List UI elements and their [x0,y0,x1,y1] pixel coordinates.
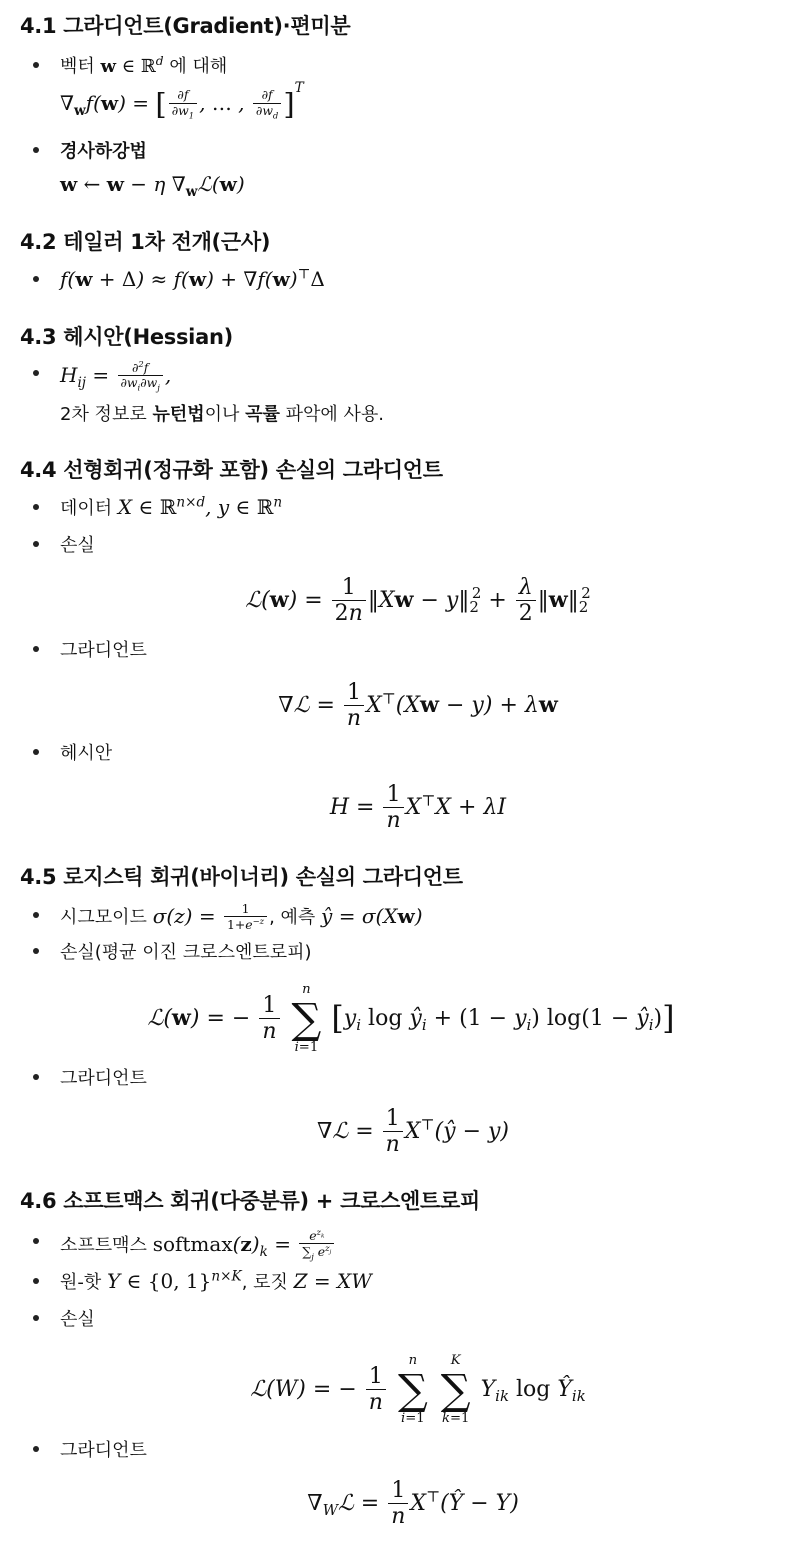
list-item-data: 데이터 X ∈ ℝ$^{n\times d}$, y ∈ ℝ$^n$ [60,494,283,519]
list-item-gradient-descent [60,137,147,163]
item-text: 헤시안 [60,743,113,764]
note-text: 이나 [204,404,246,425]
list-item-taylor: f(w + Δ) ≈ f(w) + ∇f(w)⊤Δ [60,266,325,291]
math-softmax-gradient: $\nabla_Wℒ$ = $\frac{1}{n}$ X⊤(Ŷ − Y) [307,1478,519,1530]
item-text: 벡터 [60,56,95,77]
section-title-4-6: 4.6 소프트맥스 회귀(다중분류) + 크로스엔트로피 [20,1189,480,1213]
list-item-gradient [60,1436,147,1462]
math-linreg-hessian: H = $\frac{1}{n}$ X⊤X + λI [329,782,507,834]
list-item-hessian-def: $H_{ij}$ = $\frac{\partial^2f}{\partial w_i\partial w_j}$ , [60,359,172,393]
note-bold-newton: 뉴턴법 [152,404,205,425]
item-text: 그라디언트 [60,1068,147,1089]
section-title-4-3: 4.3 헤시안(Hessian) [20,325,233,349]
item-text: , 예측 [269,906,316,928]
item-text: , 로짓 [241,1272,288,1293]
list-item-vector [60,52,227,78]
math-logreg-gradient: ∇ℒ = $\frac{1}{n}$ X⊤(ŷ − y) [316,1106,510,1158]
item-text: 데이터 [60,498,113,519]
math-linreg-loss: ℒ(w) = $\frac{1}{2n}$ ‖Xw − $y‖_2^2$ + $\frac{\lambda}{2}$ $‖w‖_2^2$ [245,575,591,627]
hessian-note [60,400,384,426]
section-title-4-4: 4.4 선형회귀(정규화 포함) 손실의 그라디언트 [20,458,443,482]
note-text: 2차 정보로 [60,404,153,425]
item-text: 손실 [60,535,95,556]
math-linreg-gradient: ∇ℒ = $\frac{1}{n}$ X⊤(Xw − y) + λw [278,680,558,732]
item-text: 경사하강법 [60,141,147,162]
math-logreg-loss: ℒ(w) = − $\frac{1}{n}$ n ∑ i=1 [$y_i$ $\log ŷ_i + (1 - y_i) \log(1$ − $ŷ_i$)] [147,982,675,1055]
math-softmax-loss: ℒ(W) = − $\frac{1}{n}$ n ∑ i=1 K ∑ k=1 $Y_{ik}$ $\log Ŷ_{ik}$ [250,1353,586,1426]
list-item-loss [60,531,95,557]
list-item-gradient [60,1064,147,1090]
item-text: 에 대해 [169,56,228,77]
item-text: 그라디언트 [60,640,147,661]
section-title-4-5: 4.5 로지스틱 회귀(바이너리) 손실의 그라디언트 [20,865,463,889]
math-gradient-def: $\nabla_wf(w)$ = [ $\frac{\partial f}{\partial w_1}$ , … , $\frac{\partial f}{\partial w_d}$ ]$^T$ [60,80,304,121]
item-text: 소프트맥스 [60,1234,147,1256]
list-item-hessian [60,739,112,765]
item-text: 원-핫 [60,1272,102,1293]
math-update-rule: w ← w − η $\nabla_wℒ(w)$ [60,172,245,200]
note-bold-curvature: 곡률 [245,404,280,425]
item-text: 손실 [60,1309,95,1330]
list-item-onehot: 원-핫 Y ∈ {0, 1}$^{n\times K}$, 로짓 Z = XW [60,1268,372,1293]
section-title-4-2: 4.2 테일러 1차 전개(근사) [20,230,271,254]
list-item-sigmoid: 시그모이드 σ(z) = $\frac{1}{1+e^{-z}}$ , 예측 ŷ = σ(Xw) [60,901,423,933]
item-text: 그라디언트 [60,1440,147,1461]
item-text: 시그모이드 [60,906,147,928]
note-text: 파악에 사용. [279,404,385,425]
list-item-gradient [60,636,147,662]
math-inline: w ∈ ℝ$^d$ [100,54,164,77]
item-text: 손실(평균 이진 크로스엔트로피) [60,942,312,963]
list-item-ce-loss [60,1305,95,1331]
section-title-4-1: 4.1 그라디언트(Gradient)·편미분 [20,14,351,38]
list-item-softmax: 소프트맥스 $softmax(z)_k$ = $e^{z_k}$ $\sum_j$ $e^{z_j}$ [60,1228,336,1263]
list-item-bce-loss [60,938,312,964]
